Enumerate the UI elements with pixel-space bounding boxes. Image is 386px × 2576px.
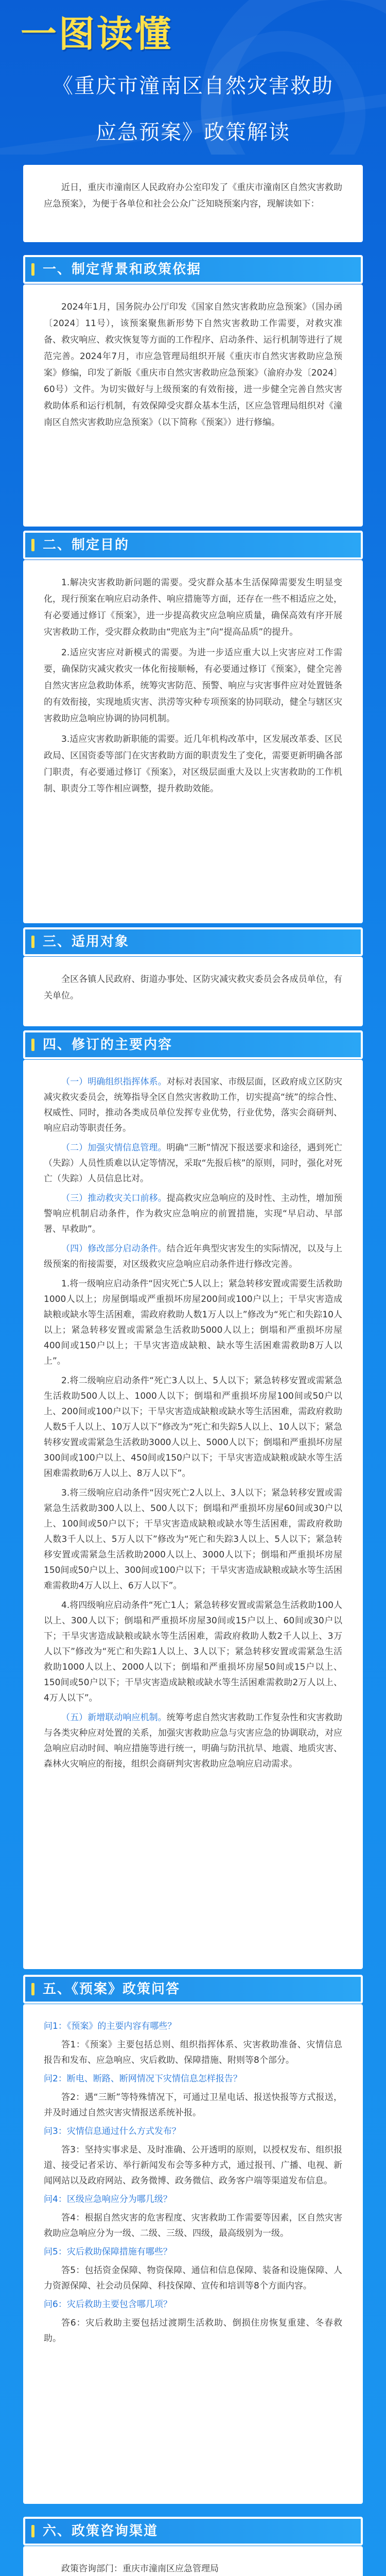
revision-item — [44, 1710, 342, 1772]
question: 问1：《预案》的主要内容有哪些？ — [44, 2021, 177, 2031]
revision-heading: （五）新增联动响应机制。 — [61, 1713, 167, 1723]
purpose-item: 2.适应灾害应对新模式的需要。为进一步适应重大以上灾害应对工作需要，确保防灾减灾救灾一体化衔接顺畅，有必要通过修订《预案》，健全完善自然灾害应急救助体系，统筹灾害防范、预警、响应与灾害事件应对处置链条的有效衔接，实现地质灾害、洪涝等灾种专项预案的协同联动，健全与辖区灾害救助应急响应协调的协同机制。 — [44, 648, 342, 724]
section-header-contact — [23, 2517, 363, 2546]
revision-body: 明确“三断”情况下报送要求和途径，遇到死亡（失踪）人员性质难以认定等情况，采取“先报后核”的原则，同时，强化对死亡（失踪）人员信息比对。 — [44, 1143, 342, 1184]
section-title: 三、适用对象 — [43, 934, 130, 950]
revisions-panel — [23, 1060, 363, 1969]
intro-text: 近日，重庆市潼南区人民政府办公室印发了《重庆市潼南区自然灾害救助应急预案》，为便于各单位和社会公众广泛知晓预案内容，现解读如下： — [44, 182, 342, 209]
section-header-background — [23, 255, 363, 284]
background-panel — [23, 284, 363, 527]
purpose-item: 1.解决灾害救助新问题的需要。受灾群众基本生活保障需要发生明显变化，现行预案在响应启动条件、响应措施等方面，还存在一些不相适应之处，有必要通过修订《预案》，进一步提高救灾应急响应质量，确保高效有序开展灾害救助工作，受灾群众救助由“兜底为主”向“提高品质”的提升。 — [44, 578, 342, 637]
section-header-purpose — [23, 531, 363, 560]
answer: 答2：遇“三断”等特殊情况下，可通过卫星电话、报送快报等方式报送，并及时通过自然灾害灾情报送系统补报。 — [44, 2092, 342, 2118]
section-title: 五、《预案》政策问答 — [43, 1981, 181, 1997]
contact-panel — [23, 2546, 363, 2576]
answer: 答4：根据自然灾害的危害程度、灾害救助工作需要等因素，区自然灾害救助应急响应分为一级、二级、三级、四级，最高级别为一级。 — [44, 2213, 342, 2239]
revision-item — [44, 1191, 342, 1237]
question: 问3：灾情信息通过什么方式发布？ — [44, 2126, 181, 2137]
contact-department: 政策咨询部门：重庆市潼南区应急管理局 — [61, 2564, 219, 2574]
answer: 答1：《预案》主要包括总则、组织指挥体系、灾害救助准备、灾情信息报告和发布、应急响应、灾后救助、保障措施、附则等8个部分。 — [44, 2040, 342, 2065]
response-level-change: 3.将三级响应启动条件“因灾死亡2人以上、3人以下；紧急转移安置或需紧急生活救助300人以上、500人以下；倒塌和严重损坏房屋60间或30户以上、100间或50户以下；干旱灾害造成缺粮或缺水等生活困难，需政府救助人数3千人以上、5万人以下”修改为“死亡和失踪3人以上、5人以下；紧急转移安置或需紧急生活救助2000人以上、3000人以下；倒塌和严重损坏房屋150间或50户以上、300间或100户以下；干旱灾害造成缺粮或缺水等生活困难需救助4万人以上、6万人以下”。 — [44, 1488, 342, 1591]
revision-heading: （三）推动救灾关口前移。 — [61, 1193, 167, 1204]
revision-body: 结合近年典型灾害发生的实际情况，以及与上级预案的衔接需要，对区级救灾应急响应启动条件进行修改完善。 — [44, 1244, 343, 1269]
revision-body: 统筹考虑自然灾害救助工作复杂性和灾害救助与各类灾种应对处置的关系，加强灾害救助应急与灾害应急的协调联动，对应急响应启动时间、响应措施等进行统一，明确与防汛抗旱、地震、地质灾害、森林火灾响应的衔接，组织会商研判灾害救助应急响应启动需求。 — [44, 1713, 343, 1769]
question: 问6：灾后救助主要包含哪几项？ — [44, 2299, 172, 2310]
section-title: 一、制定背景和政策依据 — [43, 262, 202, 277]
revision-heading: （二）加强灾情信息管理。 — [61, 1143, 167, 1153]
question: 问2：断电、断路、断网情况下灾情信息怎样报告？ — [44, 2074, 242, 2084]
scope-panel — [23, 957, 363, 1026]
section-marker — [31, 1039, 34, 1051]
revision-item — [44, 1074, 342, 1136]
purpose-panel — [23, 560, 363, 923]
revision-heading: （一）明确组织指挥体系。 — [61, 1077, 167, 1087]
revision-item — [44, 1140, 342, 1187]
section-marker — [31, 2525, 34, 2537]
hero-tag: 一图读懂 — [21, 13, 173, 55]
section-marker — [31, 539, 34, 551]
section-title: 六、政策咨询渠道 — [43, 2523, 159, 2539]
section-title: 四、修订的主要内容 — [43, 1037, 173, 1053]
purpose-item: 3.适应灾害救助新职能的需要。近几年机构改革中，区发展改革委、区民政局、区国资委等部门在灾害救助方面的职责发生了变化，需要更新明确各部门职责，有必要通过修订《预案》，对区级层面重大及以上灾害救助的工作机制、职责分工等作相应调整，提升救助效能。 — [44, 734, 342, 794]
revision-body: 对标对表国家、市级层面，区政府成立区防灾减灾救灾委员会，统筹指导全区自然灾害救助工作，切实提高“统”的综合性、权威性、同时，推动各类成员单位发挥专业优势，行业优势，落实会商研判、响应启动等职责任务。 — [44, 1077, 343, 1133]
answer: 答6：灾后救助主要包括过渡期生活救助、倒损住房恢复重建、冬春救助。 — [44, 2318, 342, 2344]
section-marker — [31, 1983, 34, 1995]
question: 问4：区级应急响应分为哪几级？ — [44, 2194, 172, 2205]
revision-heading: （四）修改部分启动条件。 — [61, 1244, 167, 1254]
scope-text: 全区各镇人民政府、街道办事处、区防灾减灾救灾委员会各成员单位，有关单位。 — [44, 974, 342, 1001]
revision-item — [44, 1241, 342, 1272]
response-level-change: 1.将一级响应启动条件“因灾死亡5人以上；紧急转移安置或需要生活救助1000人以上；房屋倒塌或严重损坏房屋200间或100户以上；干旱灾害造成缺粮或缺水等生活困难，需政府救助人数1万人以上”修改为“死亡和失踪10人以上；紧急转移安置或需紧急生活救助5000人以上；倒塌和严重损坏房屋400间或150户以上；干旱灾害造成缺粮、缺水等生活困难需救助8万人以上”。 — [44, 1279, 342, 1366]
section-title: 二、制定目的 — [43, 537, 130, 553]
answer: 答5：包括资金保障、物资保障、通信和信息保障、装备和设施保障、人力资源保障、社会动员保障、科技保障、宣传和培训等8个方面内容。 — [44, 2265, 342, 2291]
question: 问5：灾后救助保障措施有哪些？ — [44, 2247, 172, 2257]
section-header-revisions — [23, 1030, 363, 1059]
qa-panel — [23, 2004, 363, 2504]
section-header-qa — [23, 1975, 363, 2004]
response-level-change: 4.将四级响应启动条件“死亡1人；紧急转移安置或需紧急生活救助100人以上、300人以下；倒塌和严重损坏房屋30间或15户以上、60间或30户以下；干旱灾害造成缺粮或缺水等生活困难，需政府救助人数2千人以上、3万人以下”修改为“死亡和失踪1人以上、3人以下；紧急转移安置或需紧急生活救助1000人以上、2000人以下；倒塌和严重损坏房屋50间或15户以上、150间或50户以下；干旱灾害造成缺粮或缺水等生活困难需救助2万人以上、4万人以下”。 — [44, 1600, 342, 1703]
hero-title-line2: 应急预案》政策解读 — [96, 121, 290, 144]
hero-title-line1: 《重庆市潼南区自然灾害救助 — [52, 74, 334, 98]
answer: 答3：坚持实事求是、及时准确、公开透明的原则，以授权发布、组织报道、接受记者采访、举行新闻发布会等多种方式，通过报刊、广播、电视、新闻网站以及政府网站、政务微博、政务微信、政务客户端等渠道发布信息。 — [44, 2145, 342, 2186]
section-marker — [31, 936, 34, 948]
section-header-scope — [23, 927, 363, 956]
response-level-change: 2.将二级响应启动条件“死亡3人以上、5人以下；紧急转移安置或需紧急生活救助500人以上、1000人以下；倒塌和严重损坏房屋100间或50户以上、200间或100户以下；干旱灾害造成缺粮或缺水等生活困难，需政府救助人数5千人以上、10万人以下”修改为“死亡和失踪5人以上、10人以下；紧急转移安置或需紧急生活救助3000人以上、5000人以下；倒塌和严重损坏房屋300间或100户以上、450间或150户以下；干旱灾害造成缺粮或缺水等生活困难需救助6万人以上、8万人以下”。 — [44, 1376, 342, 1479]
intro-panel — [23, 165, 363, 242]
section-marker — [31, 263, 34, 276]
background-text: 2024年1月，国务院办公厅印发《国家自然灾害救助应急预案》（国办函〔2024〕11号），该预案聚焦新形势下自然灾害救助工作需要，对救灾准备、救灾响应、救灾恢复等方面的工作程序、启动条件、运行机制等进行了规范完善。2024年7月，市应急管理局组织开展《重庆市自然灾害救助应急预案》修编，印发了新版《重庆市自然灾害救助应急预案》（渝府办发〔2024〕60号）文件。为切实做好与上级预案的有效衔接，进一步健全完善自然灾害救助体系和运行机制，有效保障受灾群众基本生活，区应急管理局组织对《潼南区自然灾害救助应急预案》（以下简称《预案》）进行修编。 — [44, 302, 342, 428]
hero-banner — [0, 0, 386, 155]
revision-body: 提高救灾应急响应的及时性、主动性，增加预警响应机制启动条件，作为救灾应急响应的前置措施，实现“早启动、早部署、早救助”。 — [44, 1193, 343, 1234]
